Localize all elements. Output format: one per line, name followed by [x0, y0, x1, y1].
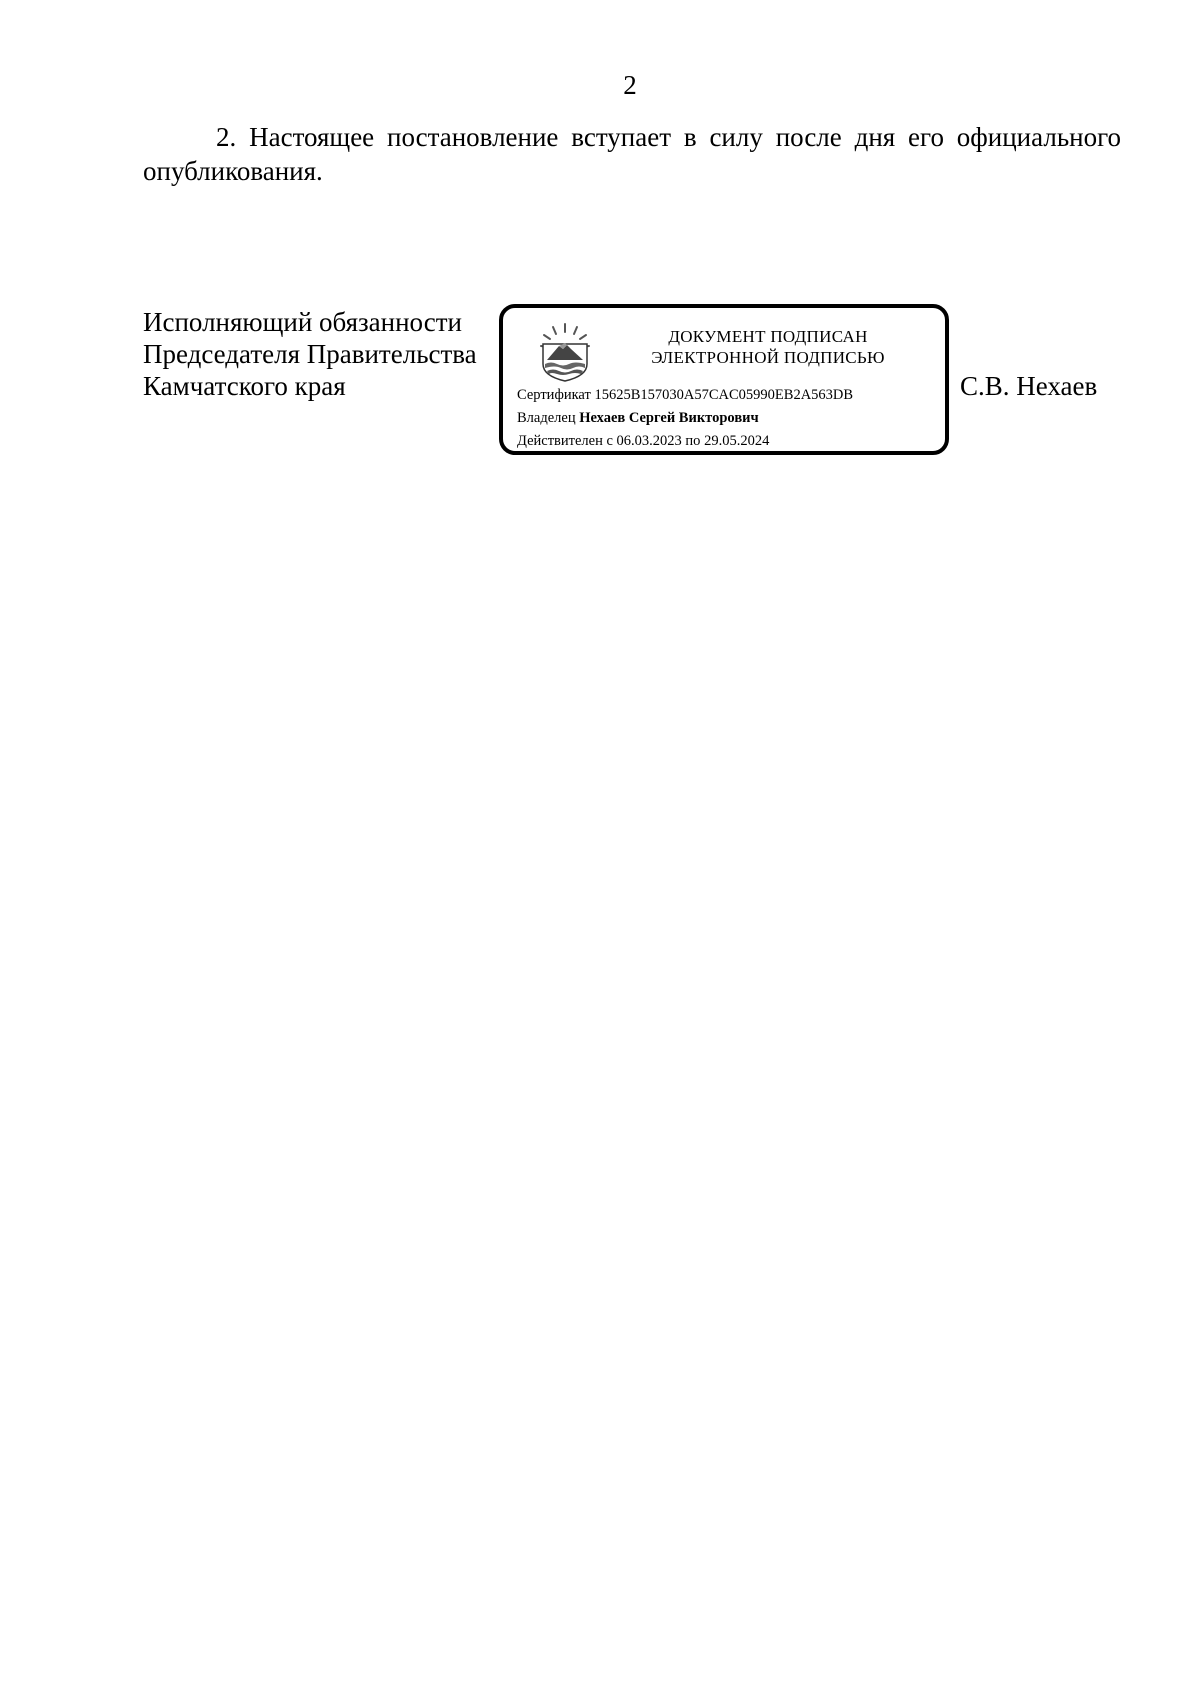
valid-to-date: 29.05.2024	[704, 433, 770, 449]
stamp-heading-line: ЭЛЕКТРОННОЙ ПОДПИСЬЮ	[651, 348, 885, 367]
certificate-value: 15625B157030A57CAC05990EB2A563DB	[594, 387, 854, 403]
signatory-name: С.В. Нехаев	[960, 371, 1098, 401]
certificate-label: Сертификат	[517, 387, 591, 403]
electronic-signature-stamp	[499, 304, 949, 455]
signatory-title	[143, 306, 503, 402]
owner-label: Владелец	[517, 410, 576, 426]
signatory-title-line: Исполняющий обязанности	[143, 307, 462, 337]
page-number: 2	[623, 70, 637, 100]
valid-label: Действителен	[517, 433, 603, 449]
stamp-heading	[603, 326, 933, 368]
stamp-heading-line: ДОКУМЕНТ ПОДПИСАН	[668, 327, 868, 346]
signatory-title-line: Председателя Правительства	[143, 339, 477, 369]
signatory-title-line: Камчатского края	[143, 371, 346, 401]
valid-to-label: по	[685, 433, 701, 449]
stamp-details	[517, 384, 942, 453]
stamp-certificate-line	[517, 384, 942, 407]
resolution-paragraph: 2. Настоящее постановление вступает в силу после дня его официального опубликования.	[143, 122, 1121, 186]
valid-from-date: 06.03.2023	[616, 433, 682, 449]
kamchatka-emblem-icon	[539, 322, 591, 382]
stamp-validity-line	[517, 430, 942, 453]
valid-from-label: с	[606, 433, 613, 449]
stamp-owner-line	[517, 407, 942, 430]
owner-value: Нехаев Сергей Викторович	[579, 410, 759, 426]
